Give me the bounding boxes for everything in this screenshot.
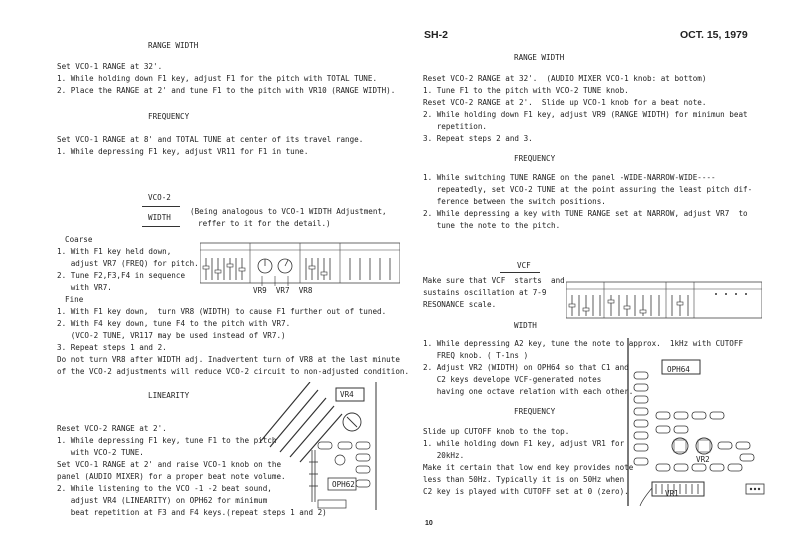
vco2-width-title: WIDTH bbox=[148, 213, 171, 222]
vcf-frequency-title: FREQUENCY bbox=[514, 407, 556, 416]
vco2-coarse-line: with VR7. bbox=[57, 283, 112, 292]
vco2-panel-diagram bbox=[200, 238, 400, 288]
vco2-fine-line: 3. Repeat steps 1 and 2. bbox=[57, 343, 167, 352]
vco2-coarse-line: adjust VR7 (FREQ) for pitch. bbox=[57, 259, 199, 268]
vcf-frequency-line: 20kHz. bbox=[423, 451, 465, 460]
linearity-line: 2. While listening to the VCO -1 -2 beat sound, bbox=[57, 484, 272, 493]
vco2-fine-line: 2. With F4 key down, tune F4 to the pitch with VR7. bbox=[57, 319, 291, 328]
page-number: 10 bbox=[425, 520, 433, 527]
vcf-width-line: 2. Adjust VR2 (WIDTH) on OPH64 so that C1 and bbox=[423, 363, 629, 372]
left-frequency-line: Set VCO-1 RANGE at 8' and TOTAL TUNE at center of its travel range. bbox=[57, 135, 364, 144]
right-range-width-line: 1. Tune F1 to the pitch with VCO-2 TUNE knob. bbox=[423, 86, 629, 95]
vcf-intro-line: Make sure that VCF starts and bbox=[423, 276, 565, 285]
linearity-title: LINEARITY bbox=[148, 391, 190, 400]
vr2-label: VR2 bbox=[696, 455, 710, 464]
vco2-title: VCO-2 bbox=[148, 193, 171, 202]
right-frequency-line: 2. While depressing a key with TUNE RANGE set at NARROW, adjust VR7 to bbox=[423, 209, 748, 218]
vco2-coarse-label: Coarse bbox=[65, 235, 93, 244]
vcf-width-title: WIDTH bbox=[514, 321, 537, 330]
vco2-coarse-line: 2. Tune F2,F3,F4 in sequence bbox=[57, 271, 186, 280]
vco2-note: reffer to it for the detail.) bbox=[198, 219, 331, 228]
left-range-width-line: 1. While holding down F1 key, adjust F1 for the pitch with TOTAL TUNE. bbox=[57, 74, 378, 83]
vco2-fine-line: of the VCO-2 adjustments will reduce VCO-2 circuit to non-adjusted condition. bbox=[57, 367, 410, 376]
model-header: SH-2 bbox=[424, 29, 448, 41]
vcf-intro-line: RESONANCE scale. bbox=[423, 300, 497, 309]
oph64-board-diagram bbox=[622, 338, 772, 508]
right-range-width-line: Reset VCO-2 RANGE at 32'. (AUDIO MIXER VCO-1 knob: at bottom) bbox=[423, 74, 707, 83]
right-frequency-line: tune the note to the pitch. bbox=[423, 221, 561, 230]
oph62-label: OPH62 bbox=[332, 480, 355, 489]
vcf-frequency-line: less than 50Hz. Typically it is on 50Hz when bbox=[423, 475, 625, 484]
vcf-frequency-line: Make it certain that low end key provides note bbox=[423, 463, 634, 472]
vr4-label: VR4 bbox=[340, 390, 354, 399]
right-frequency-line: repeatedly, set VCO-2 TUNE at the point assuring the least pitch dif- bbox=[423, 185, 753, 194]
vco2-underline bbox=[142, 206, 180, 207]
vco2-note: (Being analogous to VCO-1 WIDTH Adjustment, bbox=[190, 207, 387, 216]
oph64-label: OPH64 bbox=[667, 365, 690, 374]
vcf-frequency-line: C2 key is played with CUTOFF set at 0 (zero). bbox=[423, 487, 629, 496]
vcf-underline bbox=[500, 272, 540, 273]
left-range-width-line: 2. Place the RANGE at 2' and tune F1 to the pitch with VR10 (RANGE WIDTH). bbox=[57, 86, 396, 95]
left-range-width-title: RANGE WIDTH bbox=[148, 41, 199, 50]
linearity-line: 1. While depressing F1 key, tune F1 to the pitch bbox=[57, 436, 277, 445]
vr1-label: VR1 bbox=[665, 489, 679, 498]
right-range-width-line: 2. While holding down F1 key, adjust VR9 (RANGE WIDTH) for minimun beat bbox=[423, 110, 748, 119]
left-frequency-title: FREQUENCY bbox=[148, 112, 190, 121]
vcf-intro-line: sustains oscillation at 7-9 bbox=[423, 288, 547, 297]
vco2-fine-line: 1. With F1 key down, turn VR8 (WIDTH) to cause F1 further out of tuned. bbox=[57, 307, 387, 316]
vcf-title: VCF bbox=[517, 261, 531, 270]
date-header: OCT. 15, 1979 bbox=[680, 29, 748, 41]
vcf-width-line: FREQ knob. ( T-1ns ) bbox=[423, 351, 529, 360]
vcf-width-line: having one octave relation with each other. bbox=[423, 387, 634, 396]
vcf-width-line: C2 keys develope VCF-generated notes bbox=[423, 375, 602, 384]
vcf-width-line: 1. While depressing A2 key, tune the note to approx. 1kHz with CUTOFF bbox=[423, 339, 744, 348]
vcf-frequency-line: Slide up CUTOFF knob to the top. bbox=[423, 427, 570, 436]
linearity-line: beat repetition at F3 and F4 keys.(repeat steps 1 and 2) bbox=[57, 508, 327, 517]
vco2-fine-line: Do not turn VR8 after WIDTH adj. Inadvertent turn of VR8 at the last minute bbox=[57, 355, 400, 364]
vco2-diagram-labels: VR9 VR7 VR8 bbox=[253, 286, 313, 295]
left-frequency-line: 1. While depressing F1 key, adjust VR11 for F1 in tune. bbox=[57, 147, 309, 156]
right-range-width-title: RANGE WIDTH bbox=[514, 53, 565, 62]
oph62-board-diagram bbox=[260, 382, 380, 512]
vcf-panel-diagram bbox=[566, 280, 762, 320]
right-range-width-line: repetition. bbox=[423, 122, 488, 131]
vco2-fine-label: Fine bbox=[65, 295, 84, 304]
linearity-line: Reset VCO-2 RANGE at 2'. bbox=[57, 424, 167, 433]
right-frequency-title: FREQUENCY bbox=[514, 154, 556, 163]
right-frequency-line: ference between the switch positions. bbox=[423, 197, 606, 206]
vcf-frequency-line: 1. while holding down F1 key, adjust VR1 for bbox=[423, 439, 625, 448]
linearity-line: adjust VR4 (LINEARITY) on OPH62 for minimum bbox=[57, 496, 268, 505]
linearity-line: Set VCO-1 RANGE at 2' and raise VCO-1 knob on the bbox=[57, 460, 282, 469]
right-frequency-line: 1. While switching TUNE RANGE on the panel -WIDE-NARROW-WIDE---- bbox=[423, 173, 716, 182]
vco2-fine-line: (VCO-2 TUNE, VR117 may be used instead of VR7.) bbox=[57, 331, 286, 340]
vco2-width-underline bbox=[142, 226, 180, 227]
left-range-width-line: Set VCO-1 RANGE at 32'. bbox=[57, 62, 163, 71]
linearity-line: with VCO-2 TUNE. bbox=[57, 448, 144, 457]
linearity-line: panel (AUDIO MIXER) for a proper beat note volume. bbox=[57, 472, 286, 481]
right-range-width-line: 3. Repeat steps 2 and 3. bbox=[423, 134, 533, 143]
vco2-coarse-line: 1. With F1 key held down, bbox=[57, 247, 172, 256]
right-range-width-line: Reset VCO-2 RANGE at 2'. Slide up VCO-1 knob for a beat note. bbox=[423, 98, 707, 107]
